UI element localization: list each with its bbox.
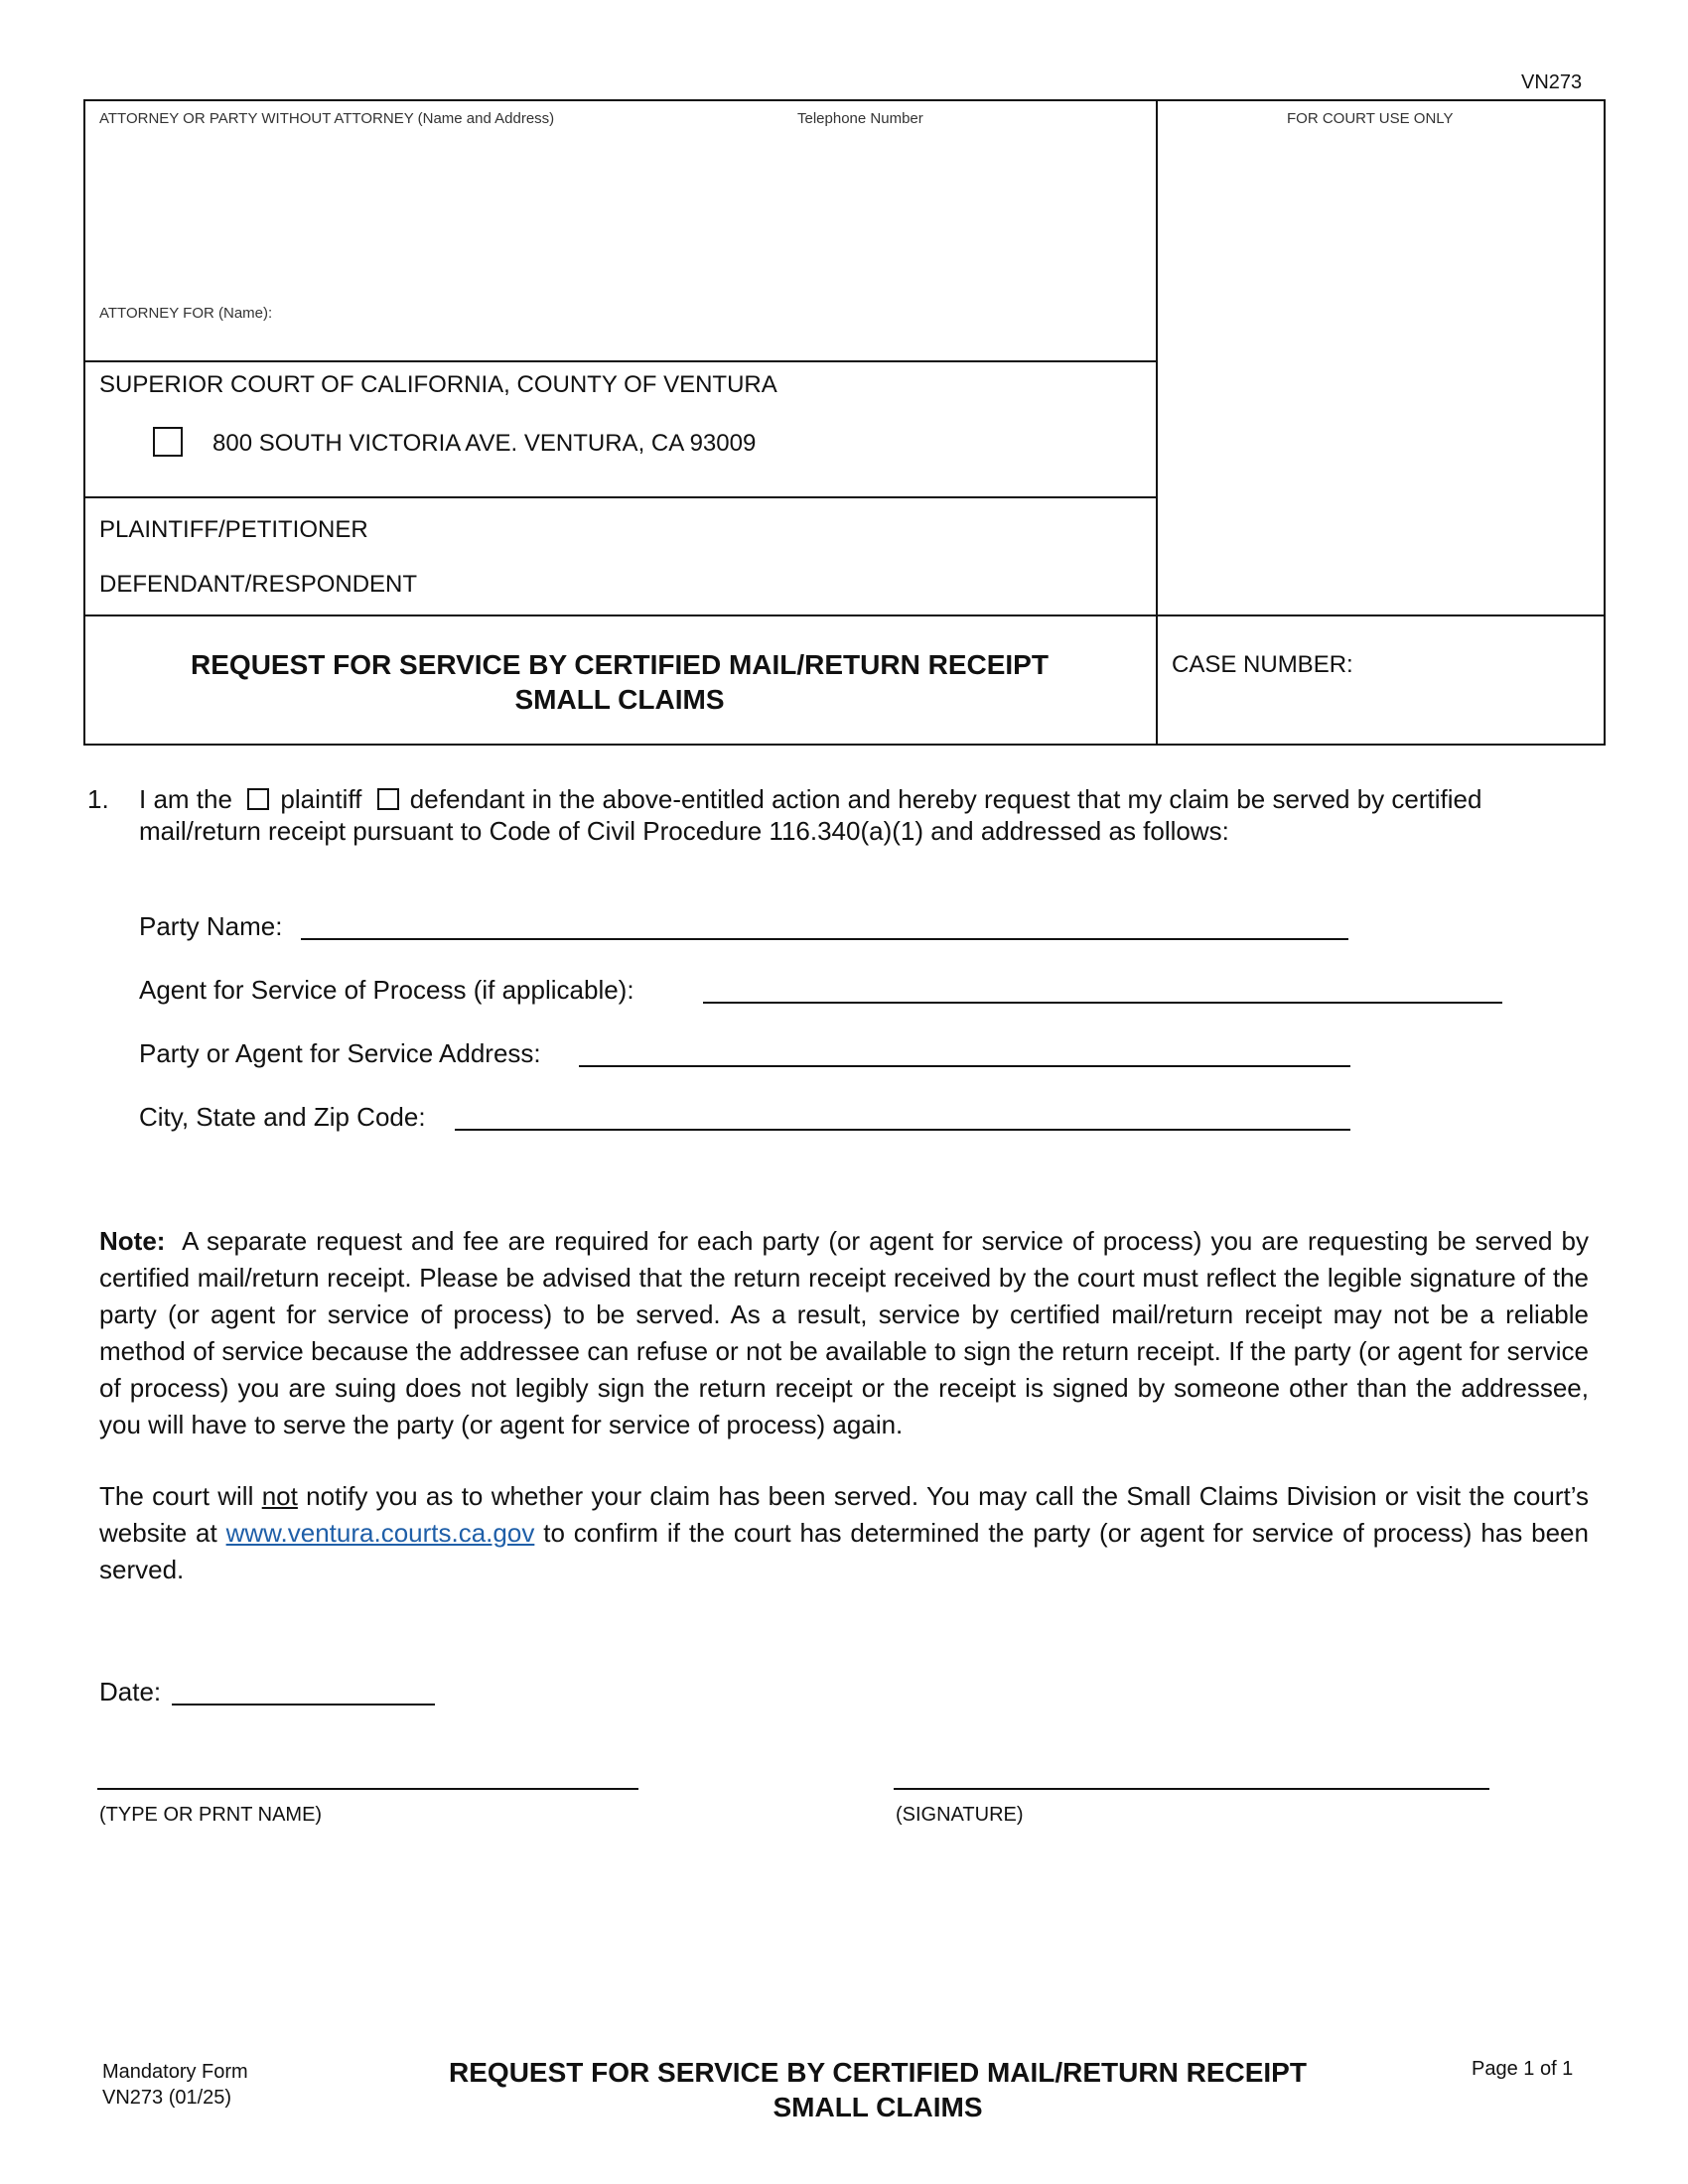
divider-court (83, 496, 1157, 498)
attorney-for-field[interactable] (298, 298, 1132, 328)
court-address: 800 SOUTH VICTORIA AVE. VENTURA, CA 93009 (212, 430, 757, 457)
footer-form-code: VN273 (01/25) (102, 2087, 232, 2109)
form-title (83, 647, 1156, 717)
attorney-for-label: ATTORNEY FOR (Name): (99, 305, 273, 322)
item1-plaintiff: plaintiff (280, 784, 362, 814)
defendant-checkbox[interactable] (377, 788, 399, 810)
note-label: Note: (99, 1226, 166, 1256)
divider-title (83, 614, 1606, 616)
form-title-line1: REQUEST FOR SERVICE BY CERTIFIED MAIL/RETURN RECEIPT (191, 649, 1049, 680)
notify-text-b: notify you as to whether your claim has been served. You may call the Small Claims Division or visit the court’s website at (99, 1481, 1590, 1548)
form-title-line2: SMALL CLAIMS (514, 684, 725, 715)
item1-text-a: I am the (139, 784, 232, 814)
case-number-field[interactable] (1172, 685, 1589, 735)
date-field[interactable] (172, 1704, 435, 1706)
plaintiff-label: PLAINTIFF/PETITIONER (99, 516, 368, 543)
notify-paragraph (99, 1478, 1589, 1588)
item1-number: 1. (87, 784, 109, 814)
date-label: Date: (99, 1677, 162, 1706)
court-name: SUPERIOR COURT OF CALIFORNIA, COUNTY OF VENTURA (99, 371, 777, 398)
footer-left (102, 2059, 248, 2111)
footer-mandatory: Mandatory Form (102, 2061, 248, 2083)
notify-not: not (261, 1481, 298, 1511)
signature-field[interactable] (894, 1788, 1489, 1790)
attorney-label: ATTORNEY OR PARTY WITHOUT ATTORNEY (Name and Address) (99, 110, 555, 127)
party-name-field[interactable] (301, 938, 1348, 940)
attorney-name-address-field[interactable] (99, 139, 1132, 298)
court-use-label: FOR COURT USE ONLY (1287, 110, 1454, 127)
notify-text-c: to confirm if the court has determined the party (or agent for service of process) has been served. (99, 1518, 1589, 1584)
caption-divider-vertical (1156, 99, 1158, 746)
note-paragraph (99, 1223, 1589, 1443)
item1-line2: mail/return receipt pursuant to Code of Civil Procedure 116.340(a)(1) and addressed as follows: (139, 816, 1229, 846)
court-website-link[interactable]: www.ventura.courts.ca.gov (225, 1518, 535, 1548)
footer-title (381, 2055, 1374, 2124)
city-field[interactable] (455, 1129, 1350, 1131)
address-label: Party or Agent for Service Address: (139, 1038, 541, 1068)
party-name-label: Party Name: (139, 911, 283, 941)
item1-text-b: defendant in the above-entitled action and hereby request that my claim be served by certified (409, 784, 1482, 814)
case-number-label: CASE NUMBER: (1172, 651, 1353, 678)
divider-attorney (83, 360, 1157, 362)
footer-title-line1: REQUEST FOR SERVICE BY CERTIFIED MAIL/RETURN RECEIPT (449, 2057, 1307, 2088)
footer-title-line2: SMALL CLAIMS (773, 2092, 983, 2122)
notify-text-a: The court will (99, 1481, 262, 1511)
agent-field[interactable] (703, 1002, 1502, 1004)
form-id-top: VN273 (1521, 71, 1583, 93)
note-text: A separate request and fee are required for each party (or agent for service of process) you are requesting be served by certified mail/return receipt. Please be advised that the return receipt received by the court must reflect the legible signature of the party (or agent for service of process) to be served. As a result, service by certified mail/return receipt may not be a reliable method of service because the addressee can refuse or not be available to sign the return receipt. If the party (or agent for service of process) you are suing does not legibly sign the return receipt or the receipt is signed by someone other than the addressee, you will have to serve the party (or agent for service of process) again. (99, 1226, 1590, 1439)
plaintiff-checkbox[interactable] (247, 788, 269, 810)
agent-label: Agent for Service of Process (if applicable): (139, 975, 634, 1005)
print-name-field[interactable] (97, 1788, 638, 1790)
city-label: City, State and Zip Code: (139, 1102, 426, 1132)
telephone-label: Telephone Number (797, 110, 923, 127)
print-name-label: (TYPE OR PRNT NAME) (99, 1804, 323, 1826)
footer-page: Page 1 of 1 (1472, 2058, 1574, 2080)
signature-label: (SIGNATURE) (896, 1804, 1024, 1826)
item1-line1 (139, 784, 1481, 815)
defendant-label: DEFENDANT/RESPONDENT (99, 571, 418, 598)
court-address-checkbox[interactable] (153, 427, 183, 457)
address-field[interactable] (579, 1065, 1350, 1067)
